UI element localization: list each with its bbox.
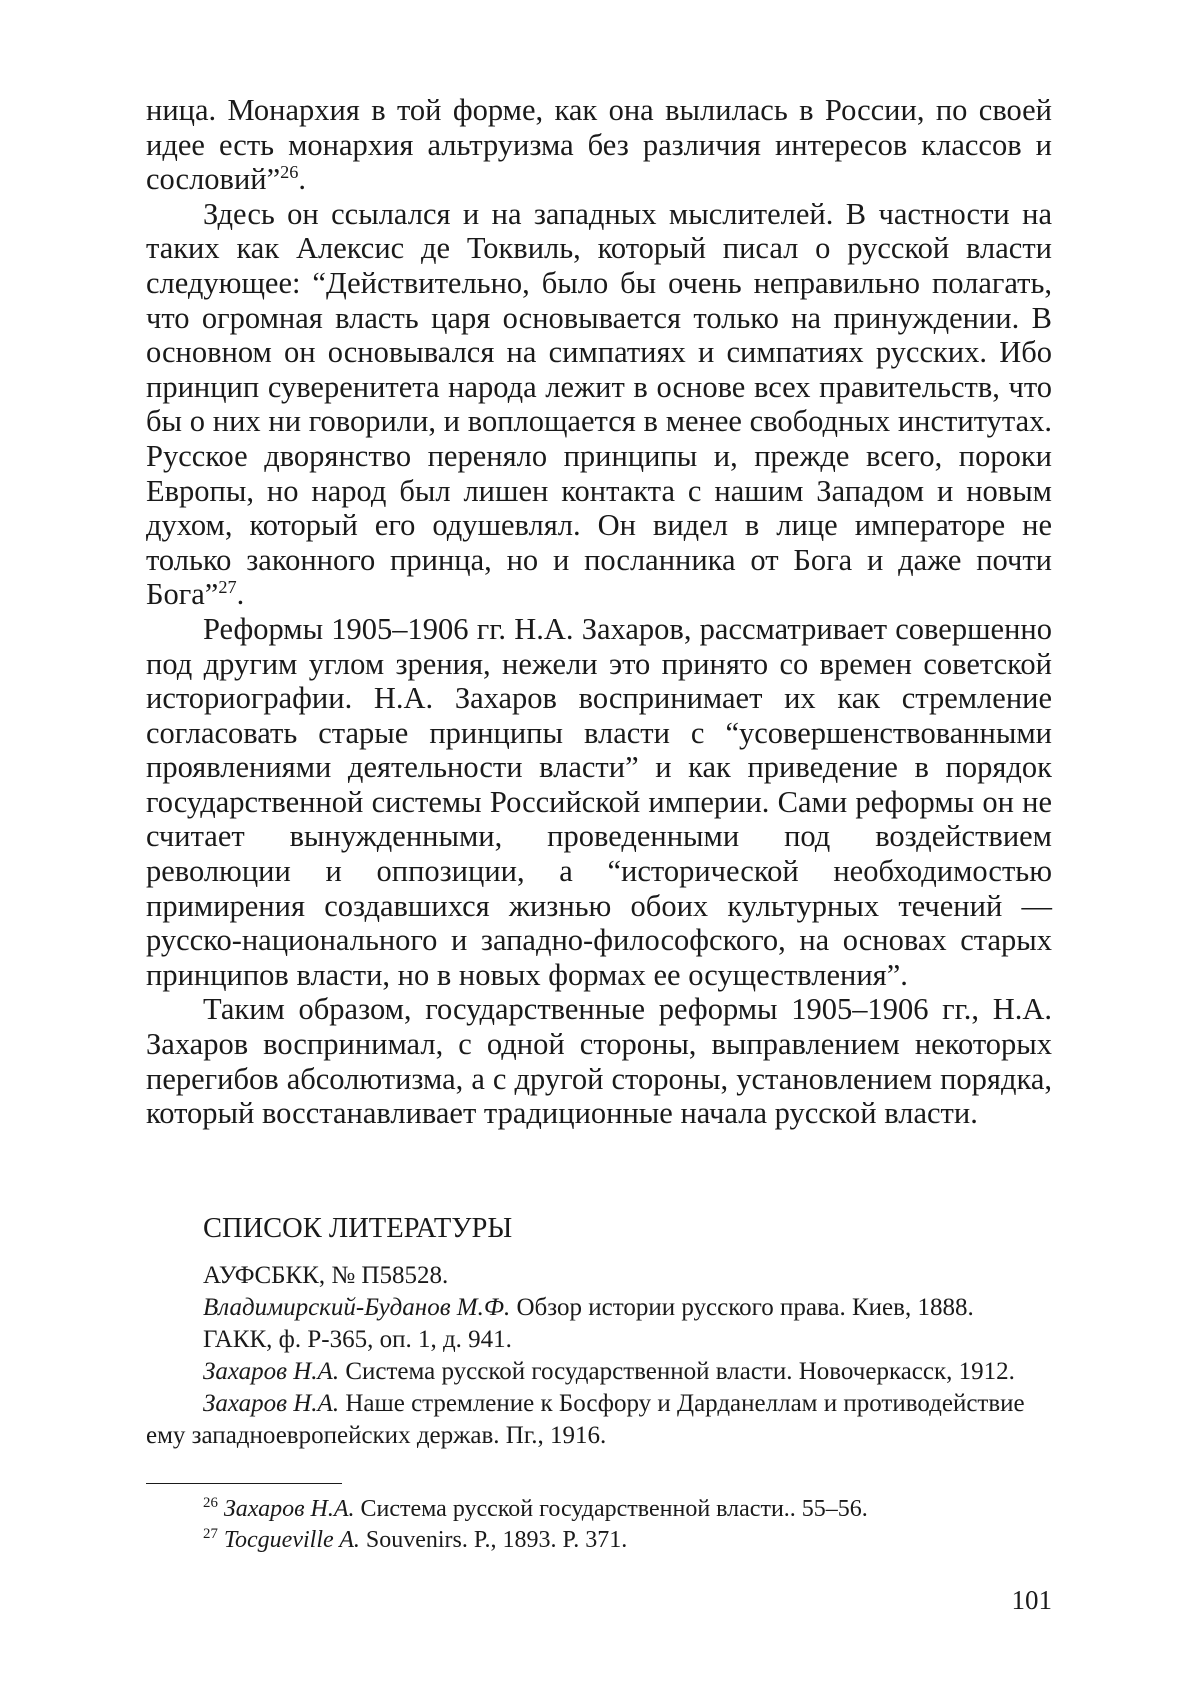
footnote-number: 26 xyxy=(203,1495,218,1511)
reference-text: АУФСБКК, № П58528. xyxy=(203,1262,449,1289)
footnote-author: Tocgueville A. xyxy=(223,1527,360,1553)
paragraph-1 xyxy=(146,93,1052,197)
reference-text: Обзор истории русского права. Киев, 1888. xyxy=(510,1294,974,1321)
reference-author: Захаров Н.А. xyxy=(203,1358,340,1385)
reference-item xyxy=(146,1356,1052,1388)
reference-item xyxy=(146,1260,1052,1292)
footnote-divider xyxy=(146,1483,342,1484)
footnote-text: Система русской государственной власти.. 55–56. xyxy=(354,1496,868,1522)
paragraph-1-text: ница. Монархия в той форме, как она вылилась в России, по своей идее есть монархия альтруизма без различия интересов классов и сословий” xyxy=(146,93,1052,197)
main-text xyxy=(146,93,1052,1131)
reference-item xyxy=(146,1324,1052,1356)
footnote-author: Захаров Н.А. xyxy=(223,1496,355,1522)
paragraph-3: Реформы 1905–1906 гг. Н.А. Захаров, рассматривает совершенно под другим углом зрения, нежели это принято со времен советской историографии. Н.А. Захаров воспринимает их как стремление согласовать старые принципы власти с “усовершенствованными проявлениями деятельности власти” и как приведение в порядок государственной системы Российской империи. Сами реформы он не считает вынужденными, проведенными под воздействием революции и оппозиции, а “исторической необходимостью примирения создавшихся жизнью обоих культурных течений — русско-национального и западно-философского, на основах старых принципов власти, но в новых формах ее осуществления”. xyxy=(146,611,1052,992)
paragraph-2-tail: . xyxy=(236,577,245,612)
reference-item xyxy=(146,1292,1052,1324)
footnote-number: 27 xyxy=(203,1526,218,1542)
reference-author: Захаров Н.А. xyxy=(203,1390,340,1417)
footnote-ref-26[interactable]: 26 xyxy=(280,162,299,183)
references-heading: СПИСОК ЛИТЕРАТУРЫ xyxy=(203,1213,513,1244)
page-number: 101 xyxy=(1011,1585,1052,1615)
reference-text: Система русской государственной власти. Новочеркасск, 1912. xyxy=(339,1358,1015,1385)
references-section xyxy=(146,1212,1052,1452)
reference-item xyxy=(146,1388,1052,1452)
footnotes-section xyxy=(146,1494,1052,1556)
paragraph-1-tail: . xyxy=(298,162,307,197)
footnote-text: Souvenirs. P., 1893. P. 371. xyxy=(359,1527,628,1553)
paragraph-2 xyxy=(146,197,1052,612)
reference-text: ГАКК, ф. Р-365, оп. 1, д. 941. xyxy=(203,1326,512,1353)
footnote-ref-27[interactable]: 27 xyxy=(218,577,237,598)
footnote-26 xyxy=(203,1494,1052,1525)
footnote-27 xyxy=(203,1525,1052,1556)
paragraph-4: Таким образом, государственные реформы 1905–1906 гг., Н.А. Захаров воспринимал, с одной стороны, выправлением некоторых перегибов абсолютизма, а с другой стороны, установлением порядка, который восстанавливает традиционные начала русской власти. xyxy=(146,992,1052,1131)
paragraph-2-text: Здесь он ссылался и на западных мыслителей. В частности на таких как Алексис де Токвиль, который писал о русской власти следующее: “Действительно, было бы очень неправильно полагать, что огромная власть царя основывается только на принуждении. В основном он основывался на симпатиях и симпатиях русских. Ибо принцип суверенитета народа лежит в основе всех правительств, что бы о них ни говорили, и воплощается в менее свободных институтах. Русское дворянство переняло принципы и, прежде всего, пороки Европы, но народ был лишен контакта с нашим Западом и новым духом, который его одушевлял. Он видел в лице императоре не только законного принца, но и посланника от Бога и даже почти Бога” xyxy=(146,196,1052,612)
reference-author: Владимирский-Буданов М.Ф. xyxy=(203,1294,511,1321)
reference-text: Наше стремление к Босфору и Дарданеллам и противодействие ему западноевропейских держав. Пг., 1916. xyxy=(146,1390,1025,1449)
